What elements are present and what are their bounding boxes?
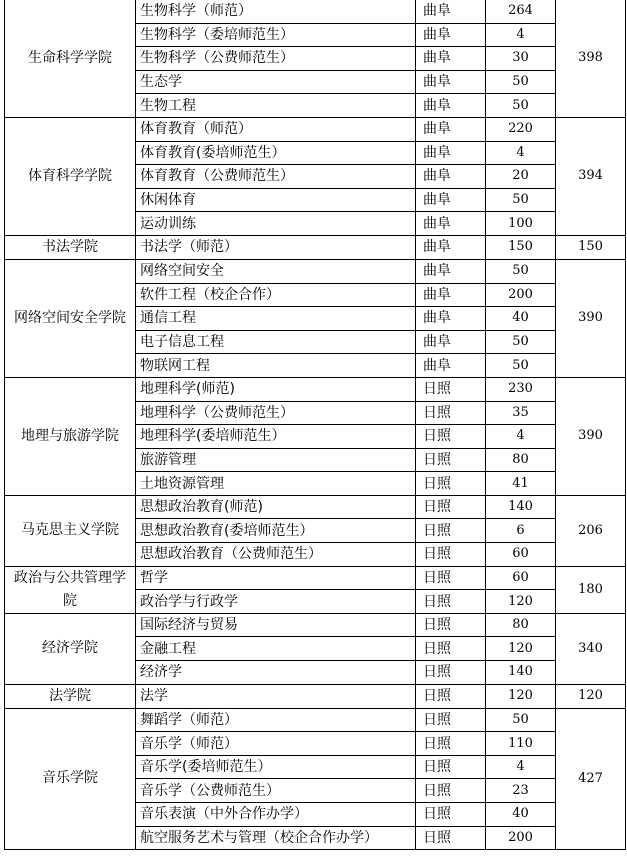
campus-cell: 曲阜 [416, 259, 486, 283]
enrollment-table-body [5, 0, 626, 850]
campus-cell: 曲阜 [416, 165, 486, 189]
campus-cell: 曲阜 [416, 283, 486, 307]
major-name-cell: 思想政治教育(师范) [136, 495, 416, 519]
college-name-cell: 经济学院 [5, 613, 136, 684]
major-name-cell: 生物工程 [136, 94, 416, 118]
college-name-cell: 政治与公共管理学院 [5, 566, 136, 613]
major-name-cell: 地理科学（公费师范生） [136, 401, 416, 425]
plan-count-cell: 140 [486, 661, 556, 685]
plan-count-cell: 60 [486, 543, 556, 567]
plan-count-cell: 100 [486, 212, 556, 236]
campus-cell: 日照 [416, 566, 486, 590]
college-name-cell: 马克思主义学院 [5, 495, 136, 566]
major-name-cell: 航空服务艺术与管理（校企合作办学） [136, 826, 416, 850]
campus-cell: 日照 [416, 495, 486, 519]
plan-count-cell: 80 [486, 448, 556, 472]
college-total-cell: 398 [556, 0, 626, 117]
college-total-cell: 340 [556, 613, 626, 684]
plan-count-cell: 4 [486, 755, 556, 779]
plan-count-cell: 35 [486, 401, 556, 425]
table-row [5, 495, 626, 519]
campus-cell: 日照 [416, 661, 486, 685]
plan-count-cell: 4 [486, 141, 556, 165]
college-name-cell: 音乐学院 [5, 708, 136, 850]
plan-count-cell: 120 [486, 684, 556, 708]
campus-cell: 曲阜 [416, 94, 486, 118]
campus-cell: 曲阜 [416, 354, 486, 378]
table-row [5, 377, 626, 401]
table-row [5, 117, 626, 141]
plan-count-cell: 50 [486, 188, 556, 212]
college-name-cell: 网络空间安全学院 [5, 259, 136, 377]
plan-count-cell: 40 [486, 803, 556, 827]
plan-count-cell: 200 [486, 283, 556, 307]
plan-count-cell: 4 [486, 425, 556, 449]
college-total-cell: 427 [556, 708, 626, 850]
major-name-cell: 地理科学(师范) [136, 377, 416, 401]
campus-cell: 曲阜 [416, 330, 486, 354]
campus-cell: 日照 [416, 684, 486, 708]
major-name-cell: 金融工程 [136, 637, 416, 661]
major-name-cell: 体育教育(委培师范生） [136, 141, 416, 165]
major-name-cell: 体育教育（公费师范生） [136, 165, 416, 189]
plan-count-cell: 50 [486, 708, 556, 732]
plan-count-cell: 23 [486, 779, 556, 803]
major-name-cell: 音乐学(委培师范生） [136, 755, 416, 779]
plan-count-cell: 60 [486, 566, 556, 590]
table-row [5, 235, 626, 259]
major-name-cell: 音乐表演（中外合作办学） [136, 803, 416, 827]
table-row [5, 684, 626, 708]
plan-count-cell: 50 [486, 354, 556, 378]
plan-count-cell: 230 [486, 377, 556, 401]
table-row [5, 566, 626, 590]
major-name-cell: 生态学 [136, 70, 416, 94]
campus-cell: 日照 [416, 755, 486, 779]
plan-count-cell: 120 [486, 590, 556, 614]
campus-cell: 日照 [416, 732, 486, 756]
plan-count-cell: 4 [486, 23, 556, 47]
major-name-cell: 运动训练 [136, 212, 416, 236]
campus-cell: 曲阜 [416, 212, 486, 236]
campus-cell: 日照 [416, 448, 486, 472]
campus-cell: 日照 [416, 613, 486, 637]
major-name-cell: 网络空间安全 [136, 259, 416, 283]
college-total-cell: 394 [556, 117, 626, 235]
major-name-cell: 经济学 [136, 661, 416, 685]
plan-count-cell: 50 [486, 94, 556, 118]
campus-cell: 日照 [416, 472, 486, 496]
major-name-cell: 音乐学（师范） [136, 732, 416, 756]
college-name-cell: 体育科学学院 [5, 117, 136, 235]
major-name-cell: 哲学 [136, 566, 416, 590]
major-name-cell: 休闲体育 [136, 188, 416, 212]
campus-cell: 日照 [416, 401, 486, 425]
college-total-cell: 390 [556, 377, 626, 495]
major-name-cell: 政治学与行政学 [136, 590, 416, 614]
college-name-cell: 书法学院 [5, 235, 136, 259]
plan-count-cell: 150 [486, 235, 556, 259]
major-name-cell: 电子信息工程 [136, 330, 416, 354]
college-total-cell: 150 [556, 235, 626, 259]
plan-count-cell: 220 [486, 117, 556, 141]
table-row [5, 0, 626, 23]
enrollment-table [4, 0, 626, 850]
table-row [5, 708, 626, 732]
campus-cell: 日照 [416, 637, 486, 661]
major-name-cell: 软件工程（校企合作） [136, 283, 416, 307]
major-name-cell: 生物科学（公费师范生） [136, 47, 416, 71]
plan-count-cell: 200 [486, 826, 556, 850]
plan-count-cell: 20 [486, 165, 556, 189]
college-total-cell: 390 [556, 259, 626, 377]
campus-cell: 日照 [416, 543, 486, 567]
campus-cell: 日照 [416, 590, 486, 614]
major-name-cell: 生物科学（委培师范生） [136, 23, 416, 47]
table-row [5, 259, 626, 283]
campus-cell: 日照 [416, 826, 486, 850]
plan-count-cell: 50 [486, 70, 556, 94]
plan-count-cell: 50 [486, 259, 556, 283]
major-name-cell: 体育教育（师范） [136, 117, 416, 141]
college-total-cell: 120 [556, 684, 626, 708]
major-name-cell: 法学 [136, 684, 416, 708]
campus-cell: 曲阜 [416, 47, 486, 71]
campus-cell: 曲阜 [416, 23, 486, 47]
plan-count-cell: 50 [486, 330, 556, 354]
campus-cell: 日照 [416, 708, 486, 732]
college-total-cell: 180 [556, 566, 626, 613]
campus-cell: 曲阜 [416, 70, 486, 94]
campus-cell: 曲阜 [416, 141, 486, 165]
campus-cell: 日照 [416, 519, 486, 543]
major-name-cell: 物联网工程 [136, 354, 416, 378]
campus-cell: 曲阜 [416, 0, 486, 23]
plan-count-cell: 41 [486, 472, 556, 496]
major-name-cell: 土地资源管理 [136, 472, 416, 496]
college-name-cell: 地理与旅游学院 [5, 377, 136, 495]
campus-cell: 曲阜 [416, 307, 486, 331]
college-name-cell: 生命科学学院 [5, 0, 136, 117]
plan-count-cell: 40 [486, 307, 556, 331]
campus-cell: 日照 [416, 425, 486, 449]
major-name-cell: 舞蹈学（师范） [136, 708, 416, 732]
campus-cell: 日照 [416, 377, 486, 401]
campus-cell: 日照 [416, 803, 486, 827]
major-name-cell: 思想政治教育(委培师范生） [136, 519, 416, 543]
table-row [5, 613, 626, 637]
plan-count-cell: 120 [486, 637, 556, 661]
major-name-cell: 思想政治教育（公费师范生） [136, 543, 416, 567]
major-name-cell: 通信工程 [136, 307, 416, 331]
major-name-cell: 国际经济与贸易 [136, 613, 416, 637]
plan-count-cell: 6 [486, 519, 556, 543]
college-name-cell: 法学院 [5, 684, 136, 708]
campus-cell: 曲阜 [416, 235, 486, 259]
major-name-cell: 书法学（师范） [136, 235, 416, 259]
plan-count-cell: 110 [486, 732, 556, 756]
college-total-cell: 206 [556, 495, 626, 566]
major-name-cell: 地理科学(委培师范生） [136, 425, 416, 449]
campus-cell: 曲阜 [416, 188, 486, 212]
plan-count-cell: 30 [486, 47, 556, 71]
campus-cell: 日照 [416, 779, 486, 803]
plan-count-cell: 80 [486, 613, 556, 637]
plan-count-cell: 264 [486, 0, 556, 23]
campus-cell: 曲阜 [416, 117, 486, 141]
major-name-cell: 生物科学（师范） [136, 0, 416, 23]
plan-count-cell: 140 [486, 495, 556, 519]
major-name-cell: 音乐学（公费师范生） [136, 779, 416, 803]
major-name-cell: 旅游管理 [136, 448, 416, 472]
